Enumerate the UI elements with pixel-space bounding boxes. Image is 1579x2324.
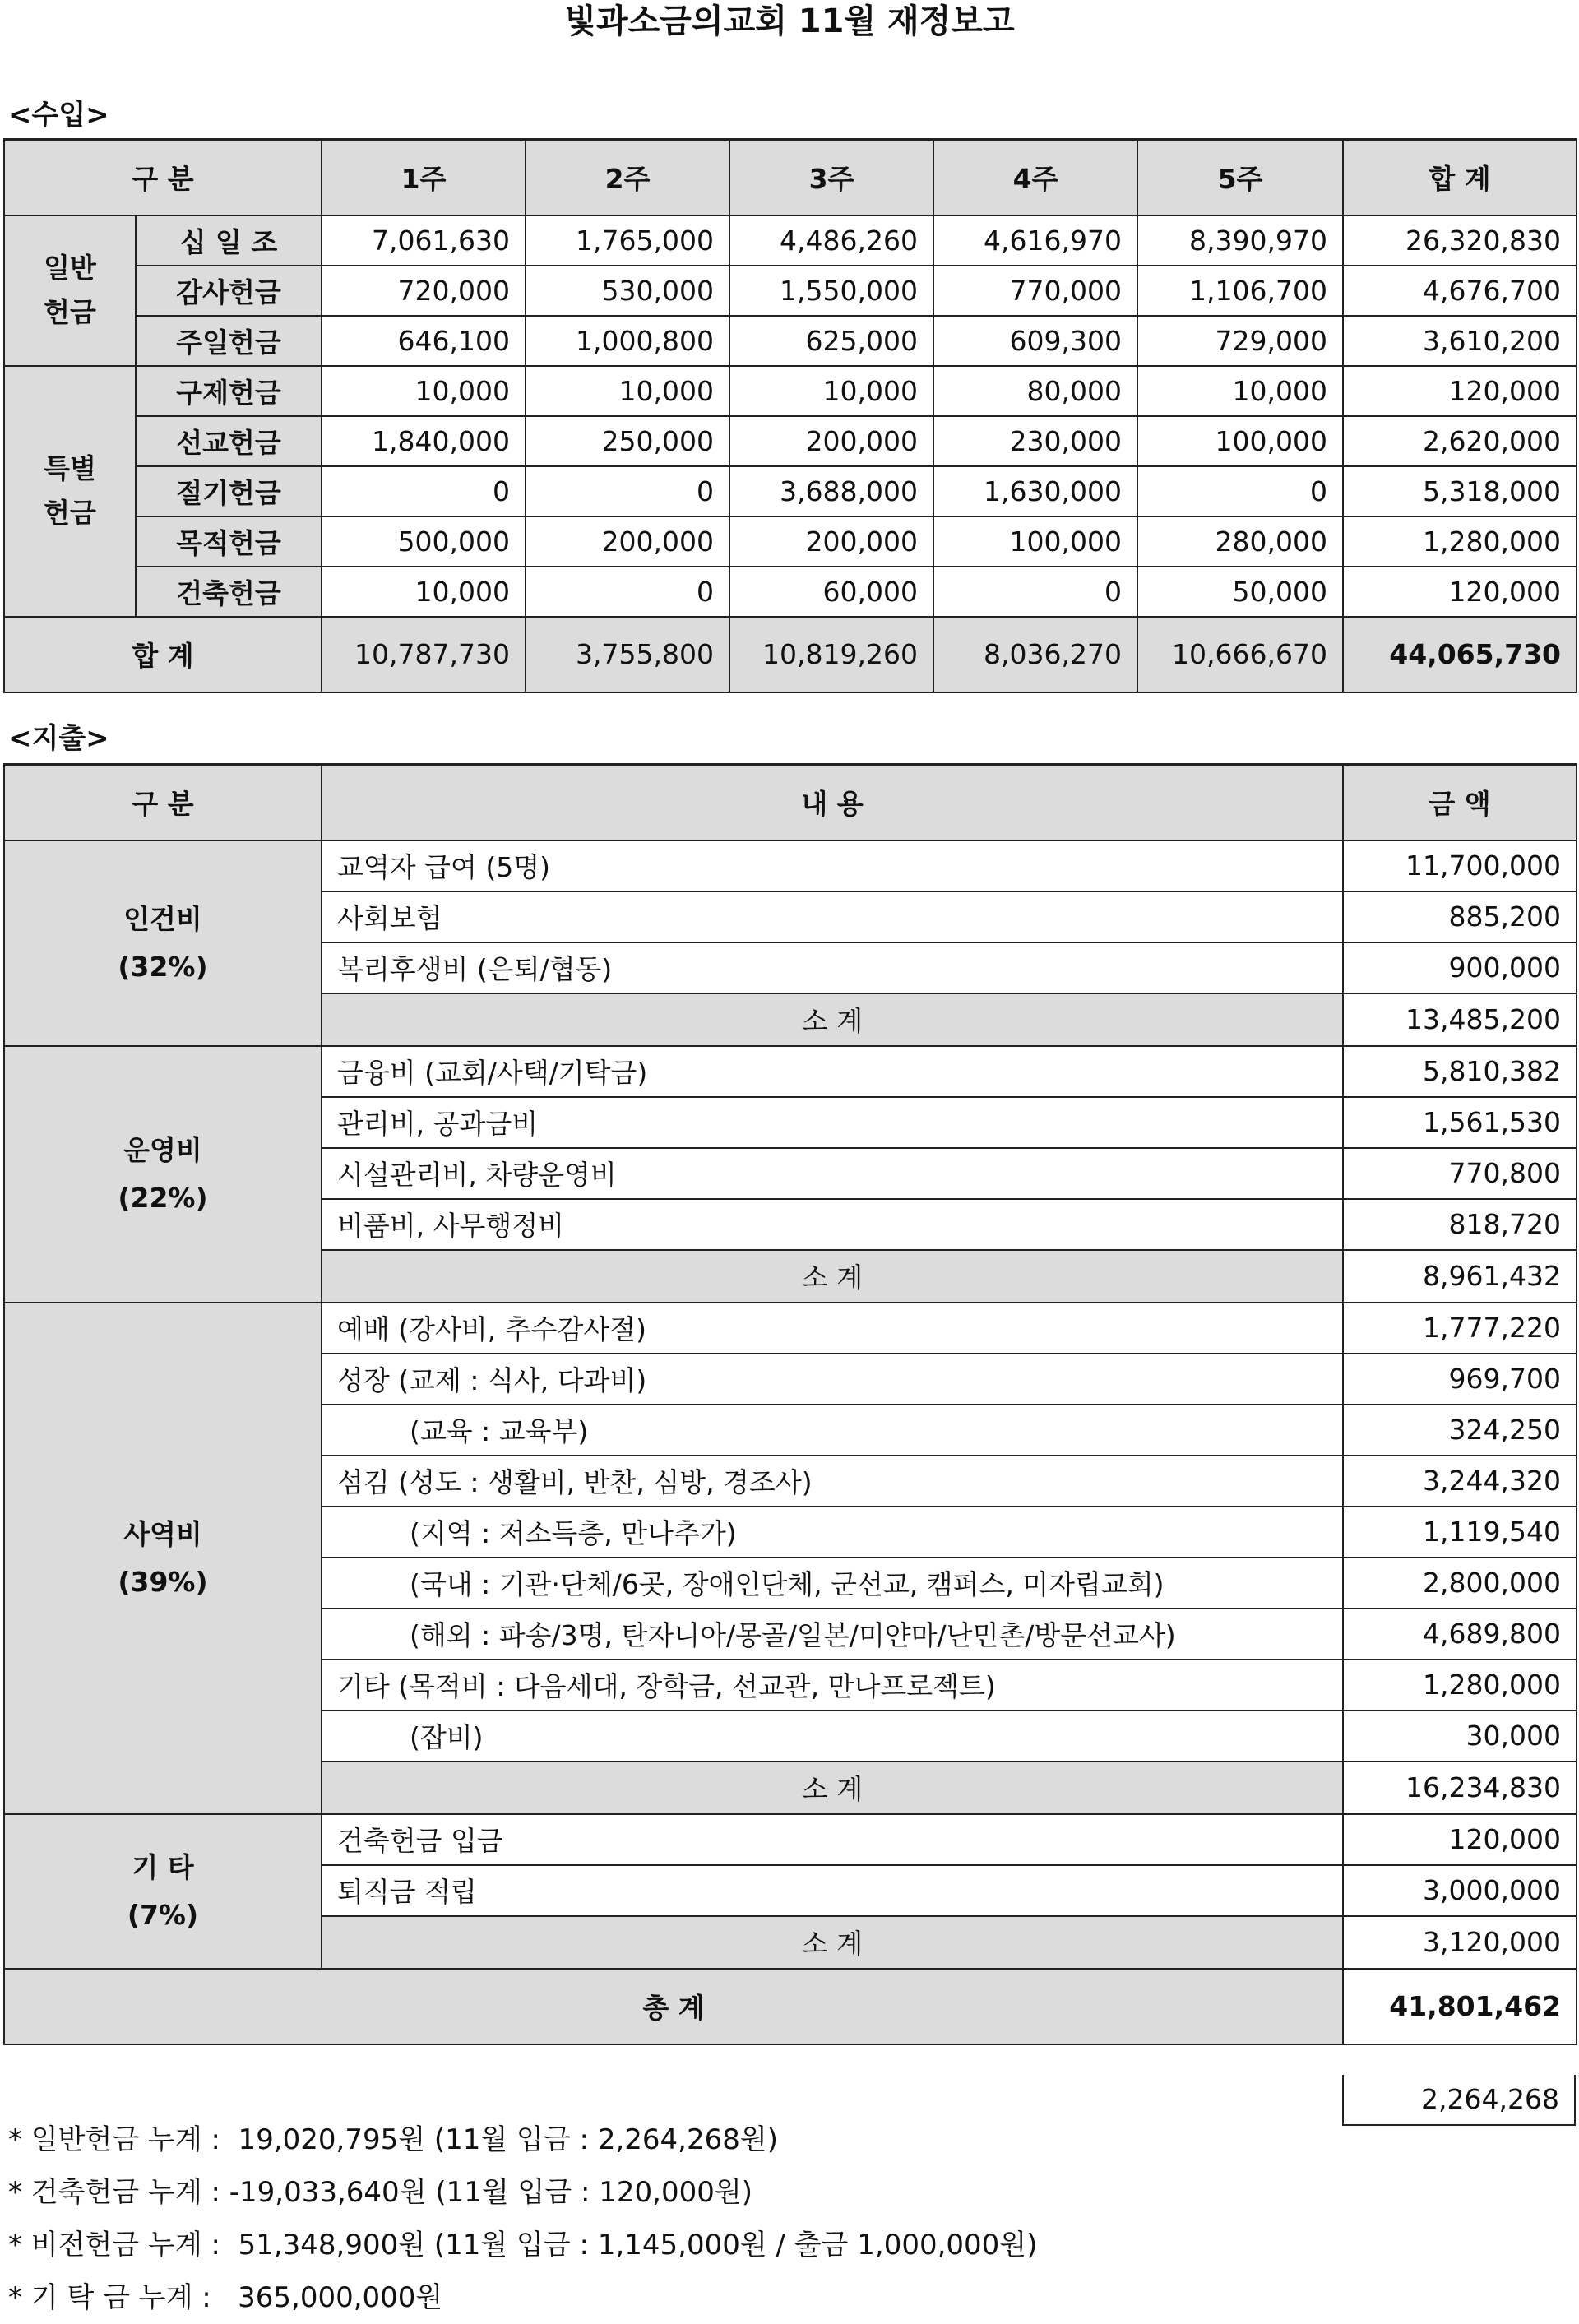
expense-subtotal-label: 소 계 [322, 1916, 1343, 1969]
expense-item-description: (해외 : 파송/3명, 탄자니아/몽골/일본/미얀마/난민촌/방문선교사) [322, 1609, 1343, 1660]
expense-group-percent: (32%) [118, 950, 208, 983]
income-value-cell: 1,630,000 [933, 466, 1137, 516]
expense-item-description: 비품비, 사무행정비 [322, 1199, 1343, 1250]
income-row [4, 567, 1577, 617]
income-value-cell: 1,550,000 [729, 266, 933, 316]
expense-item-description: 사회보험 [322, 891, 1343, 942]
page-title: 빛과소금의교회 11월 재정보고 [564, 2, 1015, 40]
expense-item-description: 건축헌금 입금 [322, 1814, 1343, 1865]
income-header-cell: 구 분 [4, 140, 322, 215]
income-category-label: 주일헌금 [136, 316, 322, 366]
income-total-value: 8,036,270 [933, 617, 1137, 692]
income-table [3, 138, 1577, 693]
income-header-cell: 1주 [322, 140, 526, 215]
expense-item-amount: 324,250 [1343, 1405, 1577, 1456]
income-header-cell: 2주 [526, 140, 729, 215]
income-value-cell: 10,000 [322, 366, 526, 416]
expense-subtotal-amount: 8,961,432 [1343, 1250, 1577, 1303]
income-category-label: 선교헌금 [136, 416, 322, 466]
expense-header-cell: 내 용 [322, 765, 1343, 840]
income-value-cell: 4,676,700 [1343, 266, 1577, 316]
income-value-cell: 4,486,260 [729, 215, 933, 266]
expense-header-row [4, 765, 1577, 840]
expense-subtotal-label: 소 계 [322, 993, 1343, 1046]
expense-group-label [4, 1303, 322, 1814]
income-group-label: 일반 헌금 [4, 215, 136, 366]
income-header-cell: 5주 [1137, 140, 1343, 215]
expense-table [3, 763, 1577, 2045]
expense-item-description: 성장 (교제 : 식사, 다과비) [322, 1354, 1343, 1405]
income-value-cell: 100,000 [1137, 416, 1343, 466]
expense-group-name: 인건비 [123, 902, 202, 935]
expense-item-description: 복리후생비 (은퇴/협동) [322, 942, 1343, 993]
expense-item-amount: 969,700 [1343, 1354, 1577, 1405]
income-value-cell: 60,000 [729, 567, 933, 617]
expense-group-name: 기 타 [132, 1850, 194, 1883]
income-total-label: 합 계 [4, 617, 322, 692]
expense-item-description: 시설관리비, 차량운영비 [322, 1148, 1343, 1199]
income-row [4, 516, 1577, 567]
expense-group-percent: (39%) [118, 1565, 208, 1598]
income-total-value: 10,787,730 [322, 617, 526, 692]
income-value-cell: 250,000 [526, 416, 729, 466]
expense-subtotal-label: 소 계 [322, 1762, 1343, 1814]
expense-subtotal-amount: 16,234,830 [1343, 1762, 1577, 1814]
income-value-cell: 10,000 [526, 366, 729, 416]
income-total-value: 10,666,670 [1137, 617, 1343, 692]
expense-item-amount: 1,561,530 [1343, 1097, 1577, 1148]
income-category-label: 십 일 조 [136, 215, 322, 266]
footnote-line: * 건축헌금 누계 : -19,033,640원 (11월 입금 : 120,000원) [8, 2176, 752, 2209]
footnote-line: * 비전헌금 누계 : 51,348,900원 (11월 입금 : 1,145,000원 / 출금 1,000,000원) [8, 2229, 1038, 2262]
footnotes [8, 2113, 1037, 2324]
expense-row [4, 1046, 1577, 1097]
income-header-cell: 3주 [729, 140, 933, 215]
income-value-cell: 625,000 [729, 316, 933, 366]
income-value-cell: 120,000 [1343, 366, 1577, 416]
income-value-cell: 100,000 [933, 516, 1137, 567]
income-value-cell: 4,616,970 [933, 215, 1137, 266]
income-value-cell: 0 [322, 466, 526, 516]
expense-item-amount: 770,800 [1343, 1148, 1577, 1199]
income-value-cell: 3,688,000 [729, 466, 933, 516]
expense-grand-total-amount: 41,801,462 [1343, 1969, 1577, 2044]
income-header-row [4, 140, 1577, 215]
income-row [4, 215, 1577, 266]
income-value-cell: 230,000 [933, 416, 1137, 466]
expense-item-amount: 1,777,220 [1343, 1303, 1577, 1354]
income-value-cell: 1,840,000 [322, 416, 526, 466]
income-section-label: <수입> [8, 99, 109, 132]
expense-item-amount: 30,000 [1343, 1711, 1577, 1762]
expense-row [4, 1303, 1577, 1354]
expense-row [4, 1814, 1577, 1865]
income-value-cell: 10,000 [1137, 366, 1343, 416]
income-total-row [4, 617, 1577, 692]
expense-item-description: 예배 (강사비, 추수감사절) [322, 1303, 1343, 1354]
income-value-cell: 120,000 [1343, 567, 1577, 617]
footnote-line: * 기 탁 금 누계 : 365,000,000원 [8, 2281, 443, 2314]
income-value-cell: 770,000 [933, 266, 1137, 316]
income-total-value: 10,819,260 [729, 617, 933, 692]
expense-item-description: (지역 : 저소득층, 만나추가) [322, 1507, 1343, 1558]
income-row [4, 316, 1577, 366]
expense-group-percent: (22%) [118, 1181, 208, 1214]
expense-item-amount: 1,119,540 [1343, 1507, 1577, 1558]
income-value-cell: 609,300 [933, 316, 1137, 366]
expense-item-description: 기타 (목적비 : 다음세대, 장학금, 선교관, 만나프로젝트) [322, 1660, 1343, 1711]
income-value-cell: 200,000 [729, 416, 933, 466]
income-header-cell: 합 계 [1343, 140, 1577, 215]
income-row [4, 466, 1577, 516]
income-value-cell: 2,620,000 [1343, 416, 1577, 466]
expense-item-amount: 1,280,000 [1343, 1660, 1577, 1711]
expense-subtotal-label: 소 계 [322, 1250, 1343, 1303]
income-group-label: 특별 헌금 [4, 366, 136, 617]
income-value-cell: 5,318,000 [1343, 466, 1577, 516]
expense-group-label [4, 840, 322, 1046]
expense-section-label: <지출> [8, 722, 109, 755]
income-value-cell: 1,106,700 [1137, 266, 1343, 316]
income-value-cell: 10,000 [322, 567, 526, 617]
income-value-cell: 0 [526, 466, 729, 516]
expense-item-amount: 5,810,382 [1343, 1046, 1577, 1097]
income-value-cell: 200,000 [729, 516, 933, 567]
income-value-cell: 1,000,800 [526, 316, 729, 366]
expense-item-amount: 3,000,000 [1343, 1865, 1577, 1916]
expense-item-description: 섬김 (성도 : 생활비, 반찬, 심방, 경조사) [322, 1456, 1343, 1507]
income-value-cell: 0 [526, 567, 729, 617]
expense-subtotal-amount: 3,120,000 [1343, 1916, 1577, 1969]
expense-item-amount: 2,800,000 [1343, 1558, 1577, 1609]
income-value-cell: 0 [1137, 466, 1343, 516]
income-value-cell: 7,061,630 [322, 215, 526, 266]
expense-item-amount: 120,000 [1343, 1814, 1577, 1865]
expense-group-name: 사역비 [123, 1517, 202, 1550]
income-value-cell: 729,000 [1137, 316, 1343, 366]
income-category-label: 절기헌금 [136, 466, 322, 516]
income-value-cell: 1,280,000 [1343, 516, 1577, 567]
income-value-cell: 10,000 [729, 366, 933, 416]
income-value-cell: 646,100 [322, 316, 526, 366]
income-value-cell: 530,000 [526, 266, 729, 316]
expense-grand-total-label: 총 계 [4, 1969, 1343, 2044]
expense-item-amount: 4,689,800 [1343, 1609, 1577, 1660]
income-value-cell: 200,000 [526, 516, 729, 567]
income-category-label: 감사헌금 [136, 266, 322, 316]
expense-item-amount: 818,720 [1343, 1199, 1577, 1250]
expense-item-amount: 11,700,000 [1343, 840, 1577, 891]
income-value-cell: 8,390,970 [1137, 215, 1343, 266]
income-value-cell: 500,000 [322, 516, 526, 567]
expense-group-label [4, 1046, 322, 1303]
income-total-value: 3,755,800 [526, 617, 729, 692]
income-value-cell: 3,610,200 [1343, 316, 1577, 366]
expense-grand-total-row [4, 1969, 1577, 2044]
expense-header-cell: 구 분 [4, 765, 322, 840]
expense-item-description: (국내 : 기관·단체/6곳, 장애인단체, 군선교, 캠퍼스, 미자립교회) [322, 1558, 1343, 1609]
expense-item-amount: 3,244,320 [1343, 1456, 1577, 1507]
expense-group-percent: (7%) [127, 1898, 199, 1931]
income-row [4, 266, 1577, 316]
income-value-cell: 1,765,000 [526, 215, 729, 266]
income-value-cell: 280,000 [1137, 516, 1343, 567]
expense-item-description: 퇴직금 적립 [322, 1865, 1343, 1916]
income-value-cell: 26,320,830 [1343, 215, 1577, 266]
expense-item-description: 교역자 급여 (5명) [322, 840, 1343, 891]
expense-item-amount: 885,200 [1343, 891, 1577, 942]
expense-group-name: 운영비 [123, 1133, 202, 1166]
expense-item-description: (잡비) [322, 1711, 1343, 1762]
expense-subtotal-amount: 13,485,200 [1343, 993, 1577, 1046]
income-category-label: 건축헌금 [136, 567, 322, 617]
balance-amount: 2,264,268 [1342, 2075, 1576, 2126]
expense-item-description: (교육 : 교육부) [322, 1405, 1343, 1456]
income-value-cell: 50,000 [1137, 567, 1343, 617]
income-total-value: 44,065,730 [1343, 617, 1577, 692]
expense-item-description: 관리비, 공과금비 [322, 1097, 1343, 1148]
income-category-label: 구제헌금 [136, 366, 322, 416]
expense-row [4, 840, 1577, 891]
income-value-cell: 80,000 [933, 366, 1137, 416]
income-value-cell: 720,000 [322, 266, 526, 316]
expense-item-amount: 900,000 [1343, 942, 1577, 993]
income-row [4, 416, 1577, 466]
income-category-label: 목적헌금 [136, 516, 322, 567]
income-header-cell: 4주 [933, 140, 1137, 215]
expense-group-label [4, 1814, 322, 1969]
expense-item-description: 금융비 (교회/사택/기탁금) [322, 1046, 1343, 1097]
income-row [4, 366, 1577, 416]
income-value-cell: 0 [933, 567, 1137, 617]
footnote-line: * 일반헌금 누계 : 19,020,795원 (11월 입금 : 2,264,268원) [8, 2123, 778, 2156]
expense-header-cell: 금 액 [1343, 765, 1577, 840]
